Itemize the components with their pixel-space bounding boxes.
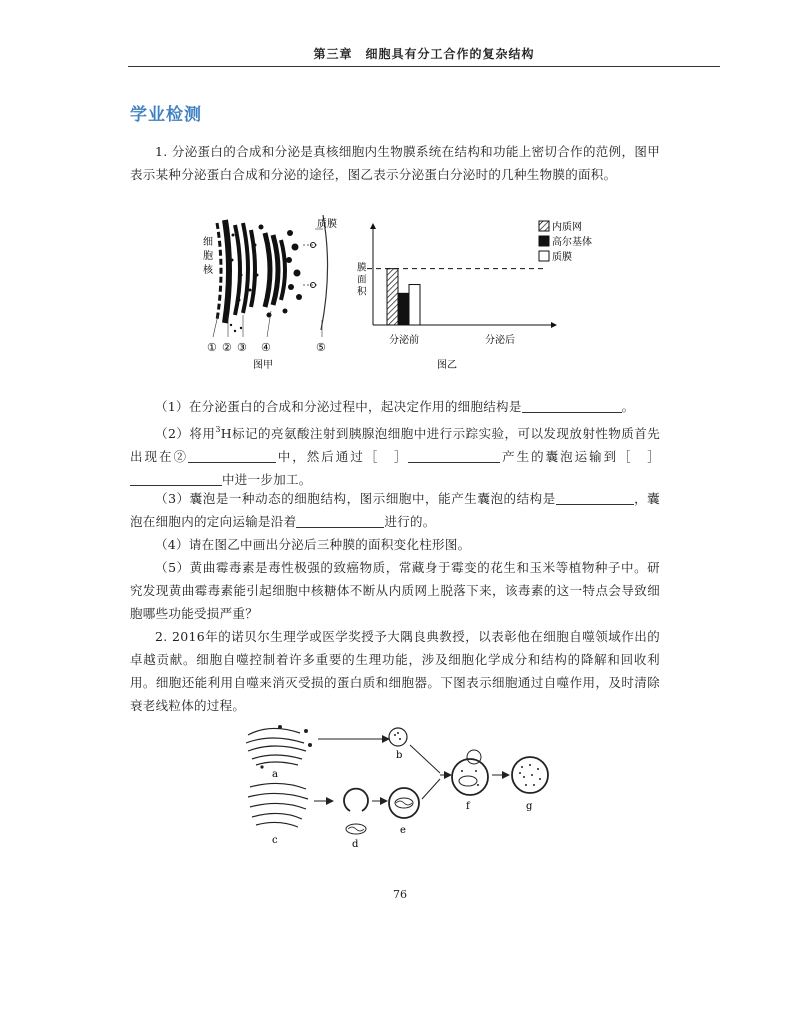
legend-swatch-1 [539,221,549,231]
answer-blank-2[interactable] [188,449,276,463]
q1-stem: 1. 分泌蛋白的合成和分泌是真核细胞内生物膜系统在结构和功能上密切合作的范例，图甲表示某种分泌蛋白合成和分泌的途径，图乙表示分泌蛋白分泌时的几种生物膜的面积。 [130,144,660,182]
figure-jia [195,215,360,370]
section-title: 学业检测 [130,105,202,125]
q1-sub1: （1）在分泌蛋白的合成和分泌过程中，起决定作用的细胞结构是 。 [155,399,635,414]
fig-jia-caption: 图甲 [253,360,273,370]
ylabel-char-2: 面 [357,274,367,286]
q2-stem: 2. 2016年的诺贝尔生理学或医学奖授予大隅良典教授，以表彰他在细胞自噬领域作出的卓越贡献。细胞自噬控制着许多重要的生理功能，涉及细胞化学成分和结构的降解和回收利用。细胞还能利用自噬来消灭受损的蛋白质和细胞器。下图表示细胞通过自噬作用，及时清除衰老线粒体的过程。 [130,629,660,713]
bar-3-1 [409,285,420,325]
marker-2: ② [222,341,232,354]
answer-blank-6[interactable] [296,514,384,528]
legend-swatch-3 [539,251,549,261]
category-label-2: 分泌后 [485,335,515,346]
bar-2-1 [398,293,409,325]
fig-yi-caption: 图乙 [437,360,457,370]
figure-yi-chart [345,215,610,370]
answer-blank-4[interactable] [130,472,222,486]
label-c: c [272,835,278,846]
nucleus-label-3: 核 [203,265,213,276]
bar-1-1 [387,269,398,325]
label-a: a [272,769,278,780]
answer-blank-5[interactable] [556,491,634,505]
legend-swatch-2 [539,236,549,246]
nucleus-label-2: 胞 [203,251,213,262]
legend-label-1: 内质网 [552,222,582,233]
label-g: g [526,801,533,812]
label-b: b [396,750,403,761]
y-axis-arrow [370,223,376,229]
ylabel-char-1: 膜 [357,262,367,274]
x-axis-arrow [551,322,557,328]
ylabel-char-3: 积 [357,286,367,298]
q1-sub4: （4）请在图乙中画出分泌后三种膜的面积变化柱形图。 [155,537,471,552]
marker-3: ③ [237,341,247,354]
header-rule [128,66,720,67]
label-f: f [466,801,470,812]
figure-autophagy [240,715,570,855]
label-d: d [352,839,359,850]
answer-blank-3[interactable] [408,449,500,463]
q1-sub2: （2）将用$^3$H标记的亮氨酸注射到胰腺泡细胞中进行示踪实验，可以发现放射性物质首先出现在② 中，然后通过［ ］ 产生的囊泡运输到［ ］中进一步加工。 [130,425,661,487]
q1-sub5: （5）黄曲霉毒素是毒性极强的致癌物质，常藏身于霉变的花生和玉米等植物种子中。研究发现黄曲霉毒素能引起细胞中核糖体不断从内质网上脱落下来，该毒素的这一特点会导致细胞哪些功能受损严重？ [130,560,660,621]
page-number: 76 [393,888,407,901]
marker-5: ⑤ [316,341,326,354]
q1-sub3: （3）囊泡是一种动态的细胞结构，图示细胞中，能产生囊泡的结构是 ，囊泡在细胞内的定向运输是沿着 进行的。 [130,491,660,529]
label-e: e [400,825,406,836]
answer-blank-1[interactable] [522,399,622,413]
nucleus-label-1: 细 [203,237,213,248]
legend-label-2: 高尔基体 [552,237,592,248]
marker-4: ④ [261,341,271,354]
category-label-1: 分泌前 [389,335,419,346]
marker-1: ① [207,341,217,354]
plasma-membrane-label: 质膜 [317,219,337,230]
legend-label-3: 质膜 [552,252,572,263]
running-head: 第三章 细胞具有分工合作的复杂结构 [313,47,535,61]
